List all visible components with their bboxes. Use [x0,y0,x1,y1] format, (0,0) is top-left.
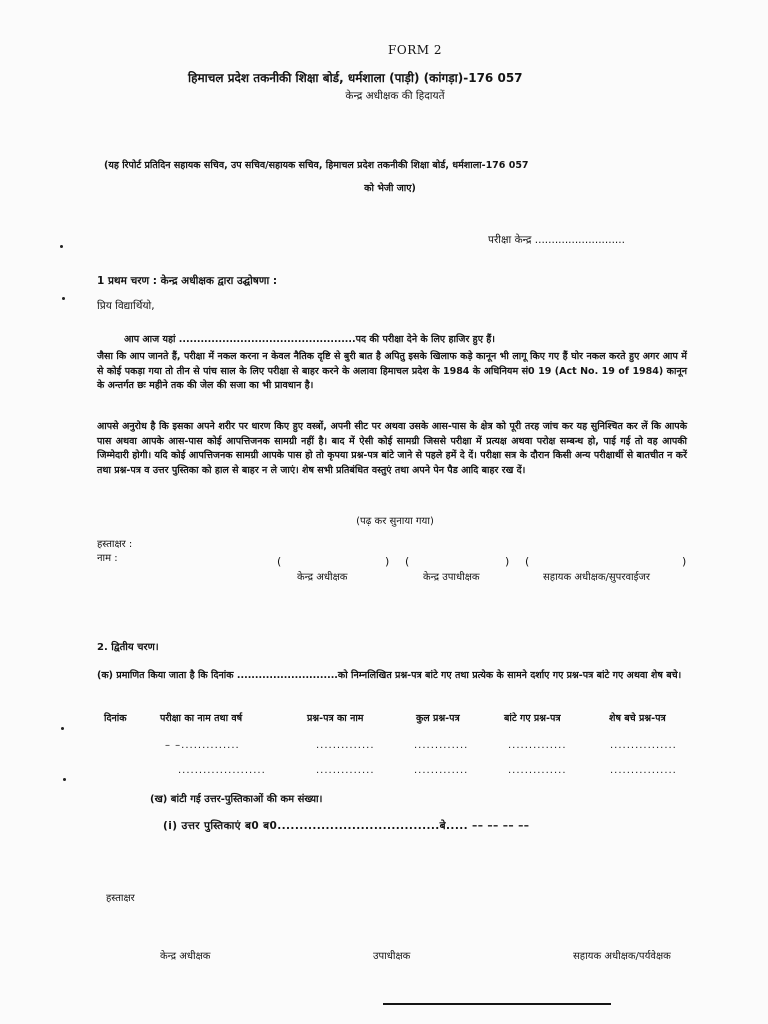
bracket-open: ( [525,555,530,568]
scan-speck [63,778,66,781]
bracket-open: ( [277,555,282,568]
table-cell: ............. [414,765,469,776]
footer-signature-label: हस्ताक्षर [106,893,135,904]
role-superintendent: केन्द्र अधीक्षक [297,572,348,583]
dispatch-note-line-1: (यह रिपोर्ट प्रतिदिन सहायक सचिव, उप सचिव/सहायक सचिव, हिमाचल प्रदेश तकनीकी शिक्षा बोर्ड, धर्मशाला-176 057 [104,160,529,171]
form-number: FORM 2 [388,43,442,57]
footer-role-deputy: उपाधीक्षक [373,951,411,962]
col-paper-name: प्रश्न-पत्र का नाम [307,713,364,724]
col-remaining: शेष बचे प्रश्न-पत्र [609,713,666,724]
dispatch-note-line-2: को भेजी जाए) [364,183,416,194]
salutation: प्रिय विद्यार्थियो, [97,300,155,312]
exam-centre-dots: ........................... [534,234,625,246]
read-out-note: (पढ़ कर सुनाया गया) [356,516,434,527]
role-assistant: सहायक अधीक्षक/सुपरवाईजर [543,572,651,583]
form-subtitle: केन्द्र अधीक्षक की हिदायतें [345,90,445,102]
table-cell: ................ [610,765,677,776]
bracket-close: ) [505,555,510,568]
answer-books-line: (i) उत्तर पुस्तिकाएं ब0 ब0.....................................बे..... –– –– –– –– [163,820,530,832]
footer-role-superintendent: केन्द्र अधीक्षक [160,951,211,962]
table-cell: .............. [508,765,567,776]
bottom-rule [383,1003,611,1005]
bracket-close: ) [682,555,687,568]
step-two-heading: 2. द्वितीय चरण। [97,642,159,653]
step-one-heading: 1 प्रथम चरण : केन्द्र अधीक्षक द्वारा उद्घोषणा : [97,275,278,287]
scan-speck [60,245,63,248]
bracket-close: ) [385,555,390,568]
table-cell: .............. [316,765,375,776]
col-exam-name: परीक्षा का नाम तथा वर्ष [160,713,243,724]
announcement-paragraph-1: जैसा कि आप जानते हैं, परीक्षा में नकल करना न केवल नैतिक दृष्टि से बुरी बात है अपितु इसके खिलाफ कड़े कानून भी लागू किए गए हैं घोर नकल करते हुए अगर आप में से कोई पकड़ा गया तो तीन से पांच साल के लिए परीक्षा से बाहर करने के अलावा हिमाचल प्रदेश के 1984 के अधिनियम सं0 19 (Act No. 19 of 1984) कानून के अन्तर्गत छः महीने तक की जेल की सजा का भी प्रावधान है। [97,351,687,391]
board-title: हिमाचल प्रदेश तकनीकी शिक्षा बोर्ड, धर्मशाला (पाड़ी) (कांगड़ा)-176 057 [188,71,523,85]
scan-speck [61,727,64,730]
table-cell: ..................... [178,765,266,776]
announcement-intro: आप आज यहां .................................................पद की परीक्षा देने के लिए हाजिर हुए हैं। [124,334,495,345]
table-cell: ............. [414,740,469,751]
answer-books-heading: (ख) बांटी गई उत्तर-पुस्तिकाओं की कम संख्या। [150,794,323,805]
announcement-paragraph-2: आपसे अनुरोध है कि इसका अपने शरीर पर धारण किए हुए वस्त्रों, अपनी सीट पर अथवा उसके आस-पास के क्षेत्र को पूरी तरह जांच कर यह सुनिश्चित कर लें कि आपके पास अथवा आपके आस-पास कोई आपत्तिजनक सामग्री नहीं है। बाद में ऐसी कोई सामग्री जिससे परीक्षा में प्रत्यक्ष अथवा परोक्ष सम्बन्ध हो, पाई गई तो वह आपकी जिम्मेदारी होगी। यदि कोई आपत्तिजनक सामग्री आपके पास हो तो कृपया प्रश्न-पत्र बांटे जाने से पहले हमें दे दें। परीक्षा सत्र के दौरान किसी अन्य परीक्षार्थी से बातचीत न करें तथा प्रश्न-पत्र व उत्तर पुस्तिका को हाल से बाहर न ले जाएं। शेष सभी प्रतिबंधित वस्तुएं तथा अपने पेन पैड आदि बाहर रख दें। [97,421,687,476]
signature-label: हस्ताक्षर : [97,539,133,550]
col-total: कुल प्रश्न-पत्र [416,713,460,724]
certification-text: (क) प्रमाणित किया जाता है कि दिनांक ............................को निम्नलिखित प्रश्न-पत्र बांटे गए तथा प्रत्येक के सामने दर्शाए गए प्रश्न-पत्र बांटे गए अथवा शेष बचे। [97,670,682,681]
table-cell: – –.............. [165,740,240,751]
table-cell: ................ [610,740,677,751]
bracket-open: ( [405,555,410,568]
role-deputy: केन्द्र उपाधीक्षक [423,572,480,583]
scan-speck [62,297,65,300]
exam-centre-field [488,234,625,246]
table-cell: .............. [508,740,567,751]
footer-role-assistant: सहायक अधीक्षक/पर्यवेक्षक [573,951,671,962]
col-date: दिनांक [104,713,127,724]
exam-centre-label: परीक्षा केन्द्र [488,234,532,246]
table-cell: .............. [316,740,375,751]
name-label: नाम : [97,553,118,564]
col-distributed: बांटे गए प्रश्न-पत्र [504,713,561,724]
